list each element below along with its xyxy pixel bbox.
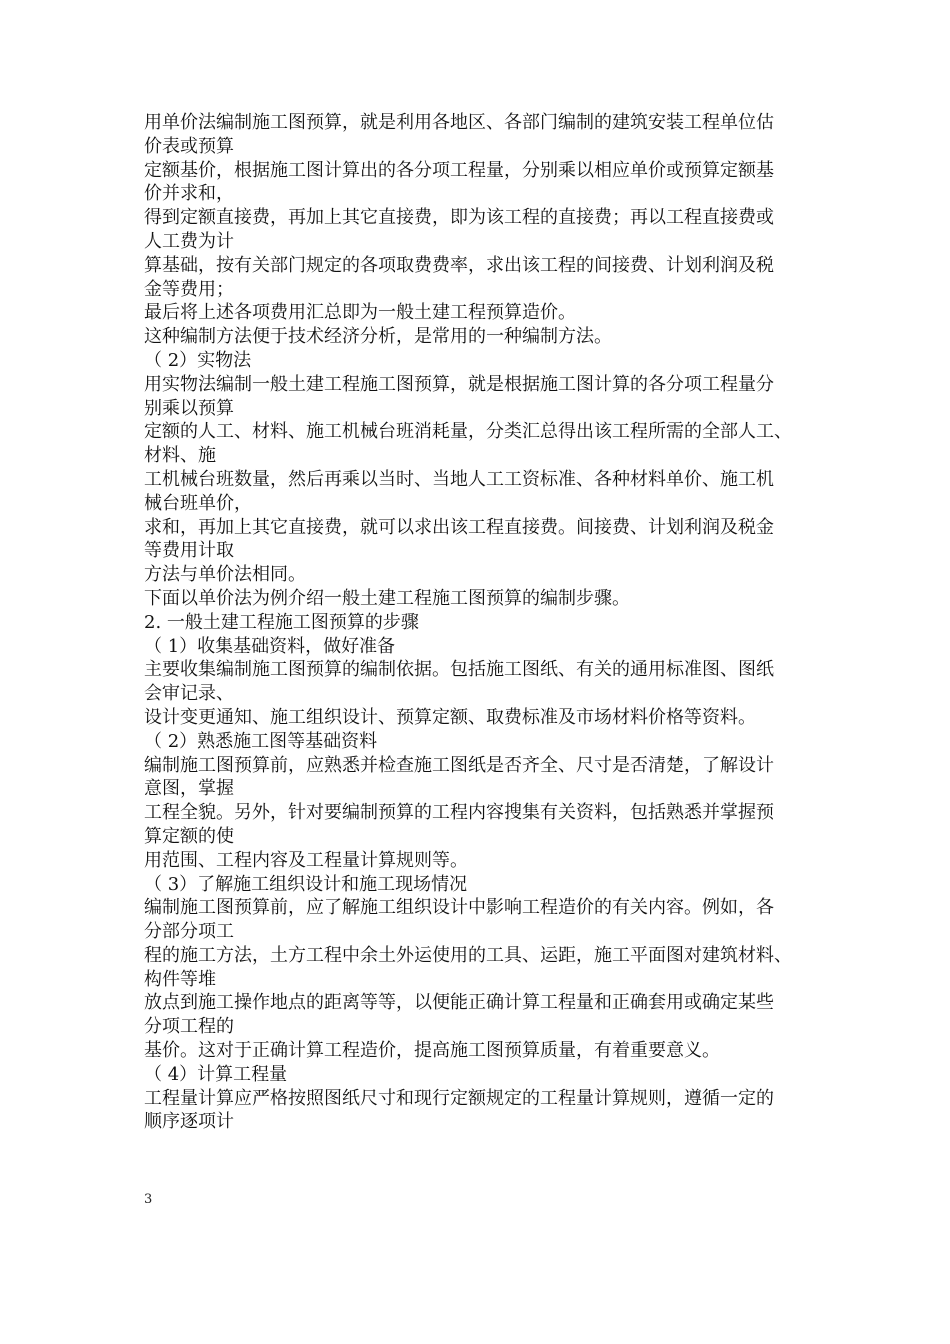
text-line: 人工费为计 <box>144 230 234 252</box>
text-line: 得到定额直接费，再加上其它直接费，即为该工程的直接费；再以工程直接费或 <box>144 207 774 229</box>
text-line: 构件等堆 <box>144 968 216 990</box>
text-line: 定额的人工、材料、施工机械台班消耗量，分类汇总得出该工程所需的全部人工、 <box>144 421 792 443</box>
text-line: 放点到施工操作地点的距离等等，以便能正确计算工程量和正确套用或确定某些 <box>144 992 774 1014</box>
text-line: 工程量计算应严格按照图纸尺寸和现行定额规定的工程量计算规则，遵循一定的 <box>144 1087 774 1109</box>
text-line: 材料、施 <box>144 445 216 467</box>
text-line: 意图，掌握 <box>144 778 234 800</box>
section-heading: （ 1）收集基础资料，做好准备 <box>144 635 396 657</box>
text-line: 基价。这对于正确计算工程造价，提高施工图预算质量，有着重要意义。 <box>144 1040 720 1062</box>
text-line: 定额基价，根据施工图计算出的各分项工程量，分别乘以相应单价或预算定额基 <box>144 159 774 181</box>
text-line: 工机械台班数量，然后再乘以当时、当地人工工资标准、各种材料单价、施工机 <box>144 468 774 490</box>
text-line: 价表或预算 <box>144 135 234 157</box>
text-line: 程的施工方法，土方工程中余土外运使用的工具、运距，施工平面图对建筑材料、 <box>144 944 792 966</box>
text-line: 械台班单价， <box>144 492 252 514</box>
text-line: 这种编制方法便于技术经济分析，是常用的一种编制方法。 <box>144 326 612 348</box>
text-line: 用单价法编制施工图预算，就是利用各地区、各部门编制的建筑安装工程单位估 <box>144 112 774 133</box>
document-body <box>144 111 814 1134</box>
text-line: 分项工程的 <box>144 1016 234 1038</box>
text-line: 工程全貌。另外，针对要编制预算的工程内容搜集有关资料，包括熟悉并掌握预 <box>144 802 774 824</box>
text-line: 编制施工图预算前，应了解施工组织设计中影响工程造价的有关内容。例如，各 <box>144 897 774 919</box>
text-line: 编制施工图预算前，应熟悉并检查施工图纸是否齐全、尺寸是否清楚，了解设计 <box>144 754 774 776</box>
text-line: 设计变更通知、施工组织设计、预算定额、取费标准及市场材料价格等资料。 <box>144 706 756 728</box>
text-line: 算基础，按有关部门规定的各项取费费率，求出该工程的间接费、计划利润及税 <box>144 254 774 276</box>
section-heading: （ 2）实物法 <box>144 349 252 371</box>
section-heading: （ 2）熟悉施工图等基础资料 <box>144 730 378 752</box>
text-line: 等费用计取 <box>144 540 234 562</box>
text-line: 分部分项工 <box>144 921 234 943</box>
text-line: 用实物法编制一般土建工程施工图预算，就是根据施工图计算的各分项工程量分 <box>144 373 774 395</box>
text-line: 别乘以预算 <box>144 397 234 419</box>
text-line: 金等费用； <box>144 278 234 300</box>
text-line: 求和，再加上其它直接费，就可以求出该工程直接费。间接费、计划利润及税金 <box>144 516 774 538</box>
section-heading: （ 3）了解施工组织设计和施工现场情况 <box>144 873 468 895</box>
text-line: 下面以单价法为例介绍一般土建工程施工图预算的编制步骤。 <box>144 587 630 609</box>
section-heading: 2. 一般土建工程施工图预算的步骤 <box>144 611 419 633</box>
text-line: 会审记录、 <box>144 683 234 705</box>
section-heading: （ 4）计算工程量 <box>144 1063 288 1085</box>
page-number: 3 <box>144 1192 153 1207</box>
text-line: 用范围、工程内容及工程量计算规则等。 <box>144 849 468 871</box>
text-line: 最后将上述各项费用汇总即为一般土建工程预算造价。 <box>144 302 576 324</box>
text-line: 主要收集编制施工图预算的编制依据。包括施工图纸、有关的通用标准图、图纸 <box>144 659 774 681</box>
text-line: 价并求和， <box>144 183 234 205</box>
text-line: 算定额的使 <box>144 825 234 847</box>
text-line: 顺序逐项计 <box>144 1111 234 1133</box>
text-line: 方法与单价法相同。 <box>144 564 306 586</box>
